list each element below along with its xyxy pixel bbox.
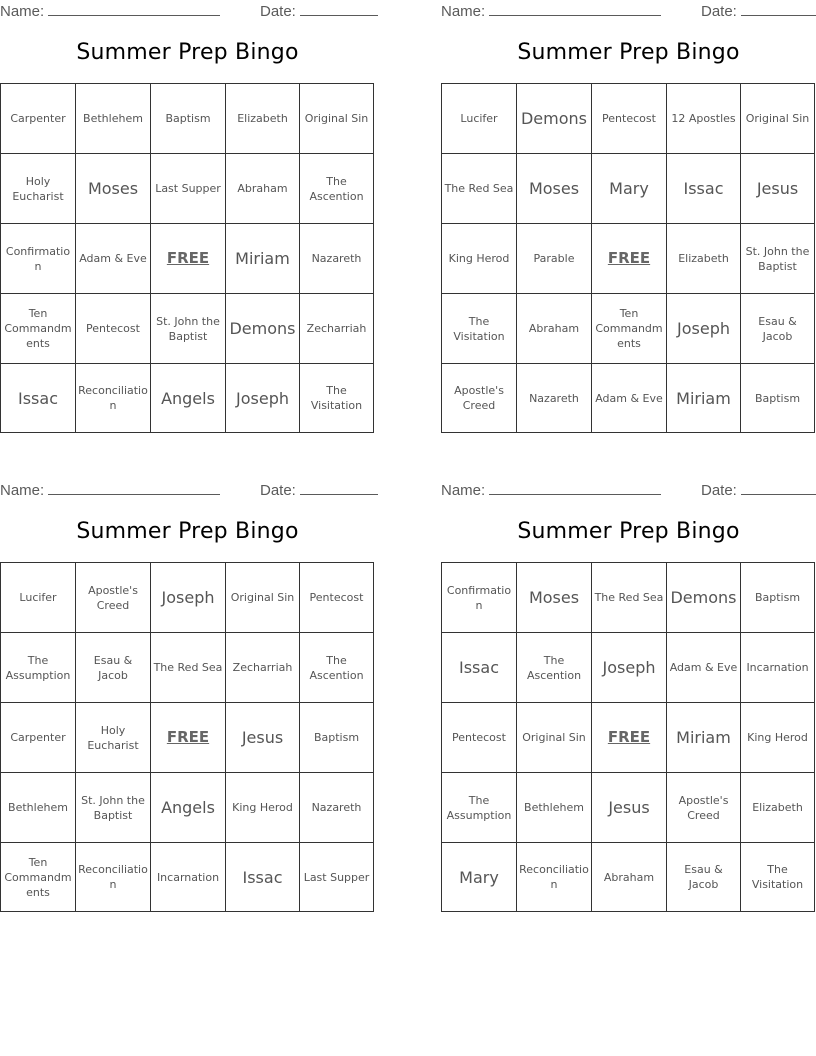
bingo-cell[interactable]: The Red Sea — [442, 154, 517, 224]
bingo-cell[interactable]: Pentecost — [592, 84, 667, 154]
bingo-cell[interactable]: Miriam — [226, 224, 300, 294]
bingo-cell[interactable]: The Red Sea — [151, 633, 226, 703]
name-field[interactable] — [441, 481, 661, 499]
bingo-cell[interactable]: Holy Eucharist — [76, 703, 151, 773]
name-blank[interactable] — [48, 481, 220, 495]
bingo-cell[interactable]: Baptism — [754, 391, 801, 405]
bingo-cell[interactable]: The Ascention — [300, 633, 373, 703]
bingo-cell[interactable]: Miriam — [667, 364, 741, 432]
bingo-cell[interactable]: Nazareth — [300, 224, 373, 294]
date-blank[interactable] — [741, 481, 816, 495]
bingo-cell[interactable]: Elizabeth — [741, 773, 814, 843]
name-date-line — [0, 481, 375, 499]
bingo-cell[interactable]: Jesus — [741, 154, 814, 224]
bingo-cell[interactable]: The Visitation — [442, 294, 517, 364]
bingo-cell[interactable]: Ten Commandments — [1, 294, 76, 364]
bingo-cell[interactable]: Baptism — [151, 84, 226, 154]
bingo-cell[interactable]: Lucifer — [442, 84, 517, 154]
bingo-cell[interactable]: Adam & Eve — [76, 224, 151, 294]
date-label: Date: — [701, 3, 737, 20]
date-blank[interactable] — [741, 2, 816, 16]
bingo-cell[interactable]: Apostle's Creed — [76, 563, 151, 633]
bingo-cell[interactable]: Reconciliation — [76, 843, 151, 911]
name-label: Name: — [441, 3, 486, 20]
bingo-cell[interactable]: King Herod — [741, 703, 814, 773]
card-title: Summer Prep Bingo — [76, 40, 299, 65]
date-blank[interactable] — [300, 481, 378, 495]
bingo-cell[interactable]: King Herod — [226, 773, 300, 843]
bingo-cell[interactable]: The Visitation — [751, 863, 804, 891]
bingo-cell[interactable]: Carpenter — [1, 84, 76, 154]
bingo-cell[interactable]: Reconciliation — [517, 843, 592, 911]
bingo-cell[interactable]: Ten Commandments — [1, 843, 76, 911]
bingo-cell[interactable]: 12 Apostles — [667, 84, 741, 154]
bingo-cell[interactable]: King Herod — [442, 224, 517, 294]
bingo-cell[interactable]: Jesus — [226, 703, 300, 773]
bingo-cell[interactable]: Jesus — [592, 773, 667, 843]
free-space[interactable]: FREE — [592, 224, 667, 294]
bingo-cell[interactable]: Issac — [1, 364, 76, 432]
bingo-cell[interactable]: The Red Sea — [592, 563, 667, 633]
date-label: Date: — [260, 482, 296, 499]
name-label: Name: — [441, 482, 486, 499]
bingo-cell[interactable]: The Ascention — [300, 154, 373, 224]
bingo-cell[interactable]: St. John the Baptist — [741, 224, 814, 294]
bingo-cell[interactable]: Original Sin — [300, 84, 373, 154]
name-blank[interactable] — [489, 481, 661, 495]
bingo-cell[interactable]: The Assumption — [442, 773, 517, 843]
name-field[interactable] — [0, 2, 220, 20]
bingo-cell[interactable]: Incarnation — [151, 843, 226, 911]
bingo-cell[interactable]: Issac — [226, 843, 300, 911]
bingo-cell[interactable]: Esau & Jacob — [667, 843, 741, 911]
bingo-cell[interactable]: Joseph — [226, 364, 300, 432]
bingo-cell[interactable]: Zecharriah — [226, 633, 300, 703]
card-title: Summer Prep Bingo — [517, 519, 740, 544]
bingo-cell[interactable]: The Ascention — [517, 633, 592, 703]
bingo-cell[interactable]: Pentecost — [442, 703, 517, 773]
bingo-cell[interactable]: Abraham — [226, 154, 300, 224]
bingo-cell[interactable]: Miriam — [667, 703, 741, 773]
bingo-cell[interactable]: Nazareth — [300, 773, 373, 843]
bingo-cell[interactable]: Abraham — [592, 843, 667, 911]
bingo-cell[interactable]: Zecharriah — [300, 294, 373, 364]
bingo-cell[interactable]: Nazareth — [517, 364, 592, 432]
bingo-cell[interactable]: St. John the Baptist — [151, 294, 226, 364]
bingo-cell[interactable]: Demons — [517, 84, 592, 154]
bingo-grid — [441, 83, 815, 433]
bingo-cell[interactable]: Moses — [517, 563, 592, 633]
bingo-cell[interactable]: Baptism — [300, 703, 373, 773]
bingo-cell[interactable]: Holy Eucharist — [1, 154, 76, 224]
name-label: Name: — [0, 482, 45, 499]
bingo-cell[interactable]: Original Sin — [517, 703, 592, 773]
free-space[interactable]: FREE — [592, 703, 667, 773]
name-field[interactable] — [441, 2, 661, 20]
bingo-cell[interactable]: The Visitation — [310, 384, 363, 412]
date-field[interactable] — [260, 481, 378, 499]
bingo-cell[interactable]: Confirmation — [442, 563, 517, 633]
card-title: Summer Prep Bingo — [76, 519, 299, 544]
bingo-cell[interactable]: Apostle's Creed — [442, 364, 517, 432]
bingo-cell[interactable]: Angels — [151, 364, 226, 432]
bingo-cell[interactable]: Issac — [667, 154, 741, 224]
bingo-cell[interactable]: Demons — [667, 563, 741, 633]
bingo-cell[interactable]: Demons — [226, 294, 300, 364]
bingo-cell[interactable]: Moses — [517, 154, 592, 224]
bingo-cell[interactable]: St. John the Baptist — [76, 773, 151, 843]
name-date-line — [441, 2, 816, 20]
bingo-cell[interactable]: Joseph — [667, 294, 741, 364]
bingo-cell[interactable]: The Assumption — [1, 633, 76, 703]
bingo-cell[interactable]: Elizabeth — [226, 84, 300, 154]
bingo-cell[interactable]: Carpenter — [1, 703, 76, 773]
date-label: Date: — [701, 482, 737, 499]
name-field[interactable] — [0, 481, 220, 499]
date-blank[interactable] — [300, 2, 378, 16]
bingo-cell[interactable]: Lucifer — [1, 563, 76, 633]
bingo-cell[interactable]: Bethlehem — [517, 773, 592, 843]
free-space[interactable]: FREE — [151, 703, 226, 773]
bingo-cell[interactable]: Bethlehem — [76, 84, 151, 154]
bingo-cell[interactable]: Adam & Eve — [667, 633, 741, 703]
bingo-cell[interactable]: Original Sin — [226, 563, 300, 633]
bingo-cell[interactable]: Original Sin — [741, 84, 814, 154]
bingo-cell[interactable]: Bethlehem — [1, 773, 76, 843]
bingo-cell[interactable]: Confirmation — [1, 224, 76, 294]
card-title: Summer Prep Bingo — [517, 40, 740, 65]
date-field[interactable] — [701, 2, 816, 20]
bingo-cell[interactable]: Incarnation — [741, 633, 814, 703]
date-label: Date: — [260, 3, 296, 20]
bingo-cell[interactable]: Ten Commandments — [592, 294, 667, 364]
bingo-cell[interactable]: Mary — [442, 843, 517, 911]
bingo-cell[interactable]: Esau & Jacob — [741, 294, 814, 364]
bingo-cell[interactable]: Joseph — [151, 563, 226, 633]
bingo-cell[interactable]: Moses — [76, 154, 151, 224]
name-blank[interactable] — [48, 2, 220, 16]
bingo-grid — [0, 83, 374, 433]
bingo-cell[interactable]: Mary — [592, 154, 667, 224]
bingo-grid — [0, 562, 374, 912]
bingo-cell[interactable]: Baptism — [741, 563, 814, 633]
bingo-cell[interactable]: Esau & Jacob — [76, 633, 151, 703]
bingo-cell[interactable]: Last Supper — [151, 154, 226, 224]
bingo-cell[interactable]: Apostle's Creed — [667, 773, 741, 843]
bingo-cell[interactable]: Pentecost — [76, 294, 151, 364]
bingo-cell[interactable]: Adam & Eve — [592, 364, 667, 432]
date-field[interactable] — [260, 2, 378, 20]
bingo-cell[interactable]: Issac — [442, 633, 517, 703]
bingo-cell[interactable]: Abraham — [517, 294, 592, 364]
bingo-cell[interactable]: Elizabeth — [667, 224, 741, 294]
bingo-cell[interactable]: Last Supper — [303, 870, 370, 884]
name-date-line — [441, 481, 816, 499]
name-label: Name: — [0, 3, 45, 20]
bingo-cell[interactable]: Pentecost — [300, 563, 373, 633]
name-blank[interactable] — [489, 2, 661, 16]
bingo-grid — [441, 562, 815, 912]
free-space[interactable]: FREE — [151, 224, 226, 294]
name-date-line — [0, 2, 375, 20]
bingo-cell[interactable]: Angels — [151, 773, 226, 843]
bingo-cell[interactable]: Reconciliation — [76, 364, 151, 432]
date-field[interactable] — [701, 481, 816, 499]
bingo-cell[interactable]: Parable — [517, 224, 592, 294]
bingo-cell[interactable]: Joseph — [592, 633, 667, 703]
